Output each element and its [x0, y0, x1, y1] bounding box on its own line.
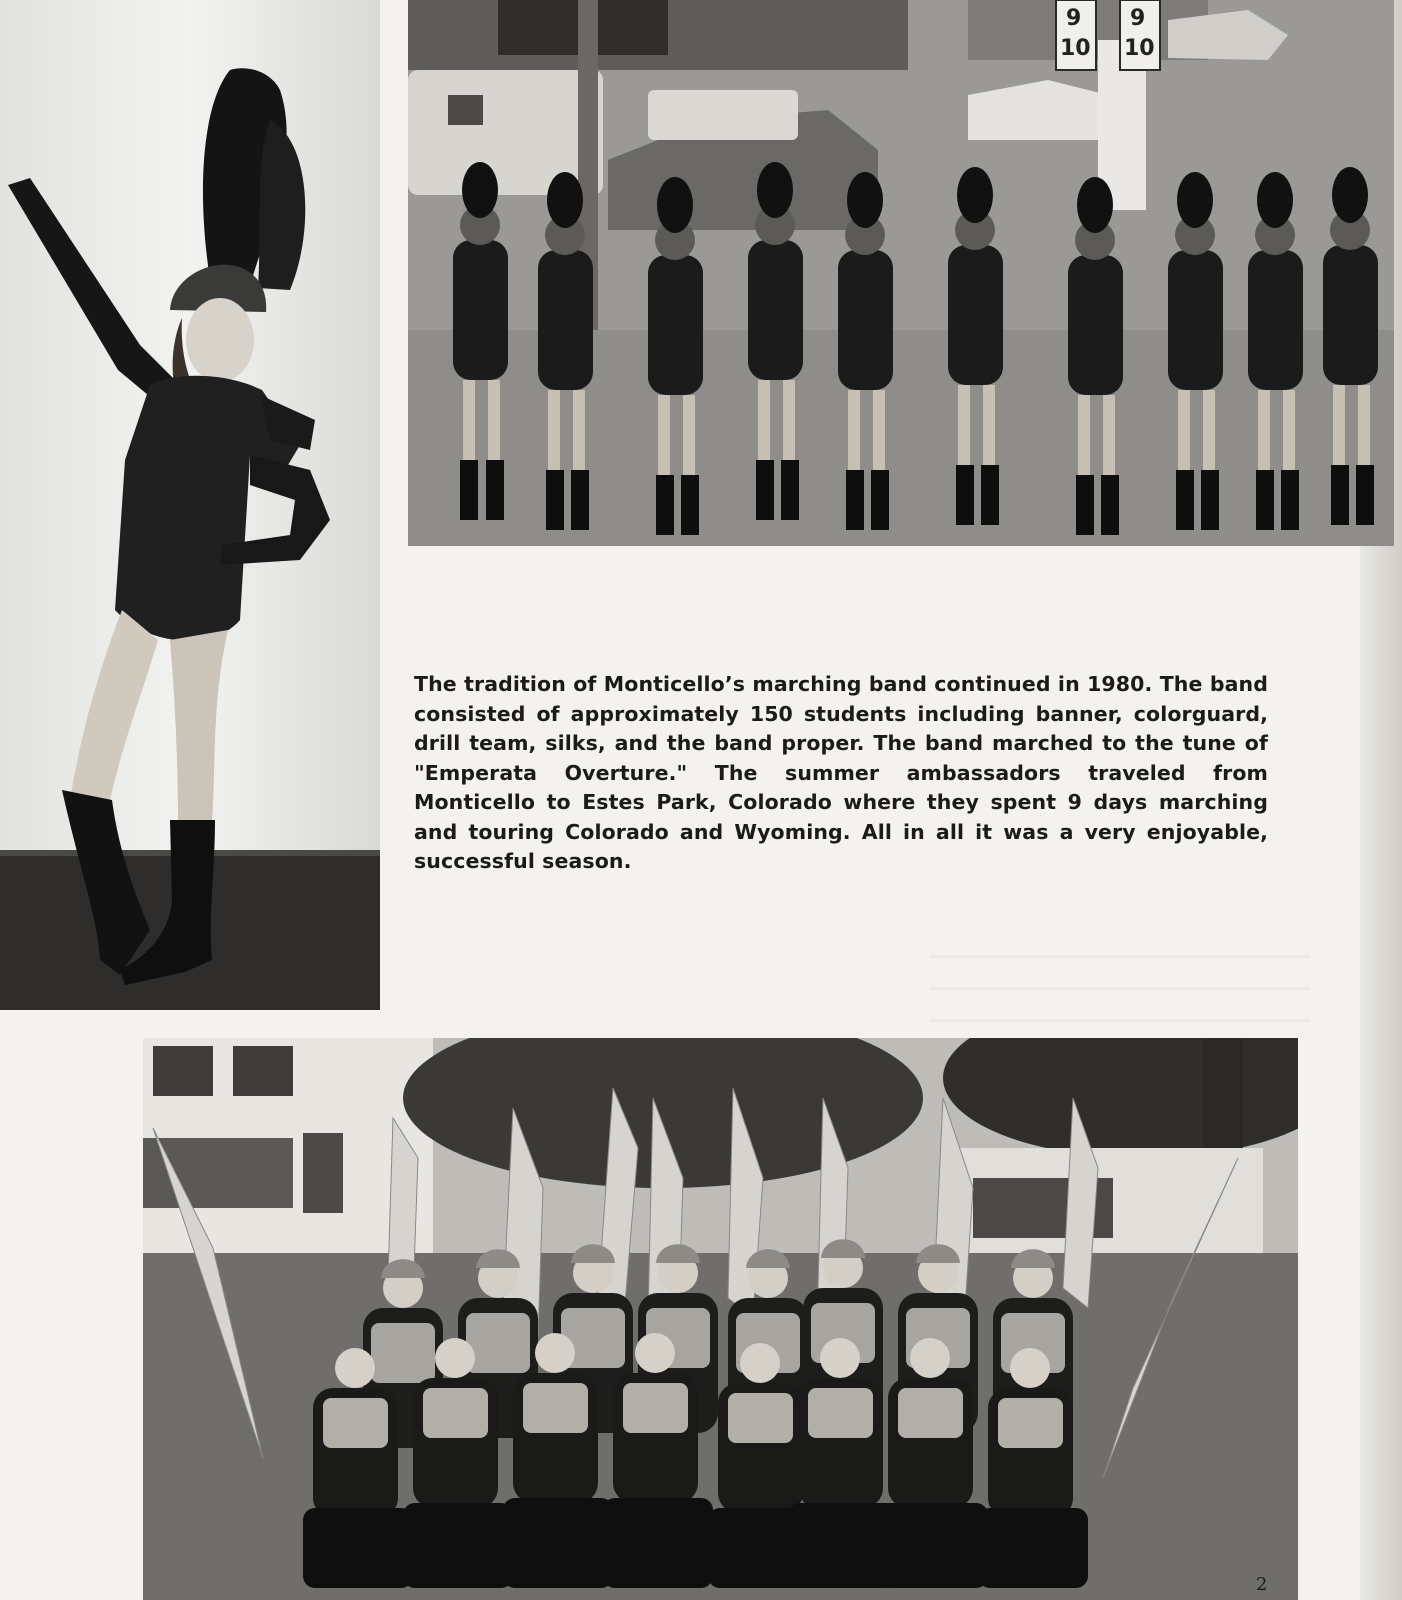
bleed-through-texture — [930, 955, 1310, 1035]
flag-team-group-photo — [143, 1038, 1298, 1600]
majorette-photo — [0, 0, 380, 1010]
price-sign-left-top: 9 — [1066, 6, 1082, 31]
parade-photo — [408, 0, 1394, 546]
band-caption-text: The tradition of Monticello’s marching band continued in 1980. The band consisted of approximately 150 students including banner, colorguard, drill team, silks, and the band proper. The band marched to the tune of "Emperata Overture." The summer ambassadors traveled from Monticello to Estes Park, Colorado where they spent 9 days marching and touring Colorado and Wyoming. All in all it was a very enjoyable, successful season. — [414, 672, 1268, 873]
price-sign-right-top: 9 — [1130, 6, 1146, 31]
price-sign-right-bottom: 10 — [1124, 36, 1155, 61]
page-number: 2 — [1256, 1574, 1268, 1595]
price-sign-left-bottom: 10 — [1060, 36, 1091, 61]
